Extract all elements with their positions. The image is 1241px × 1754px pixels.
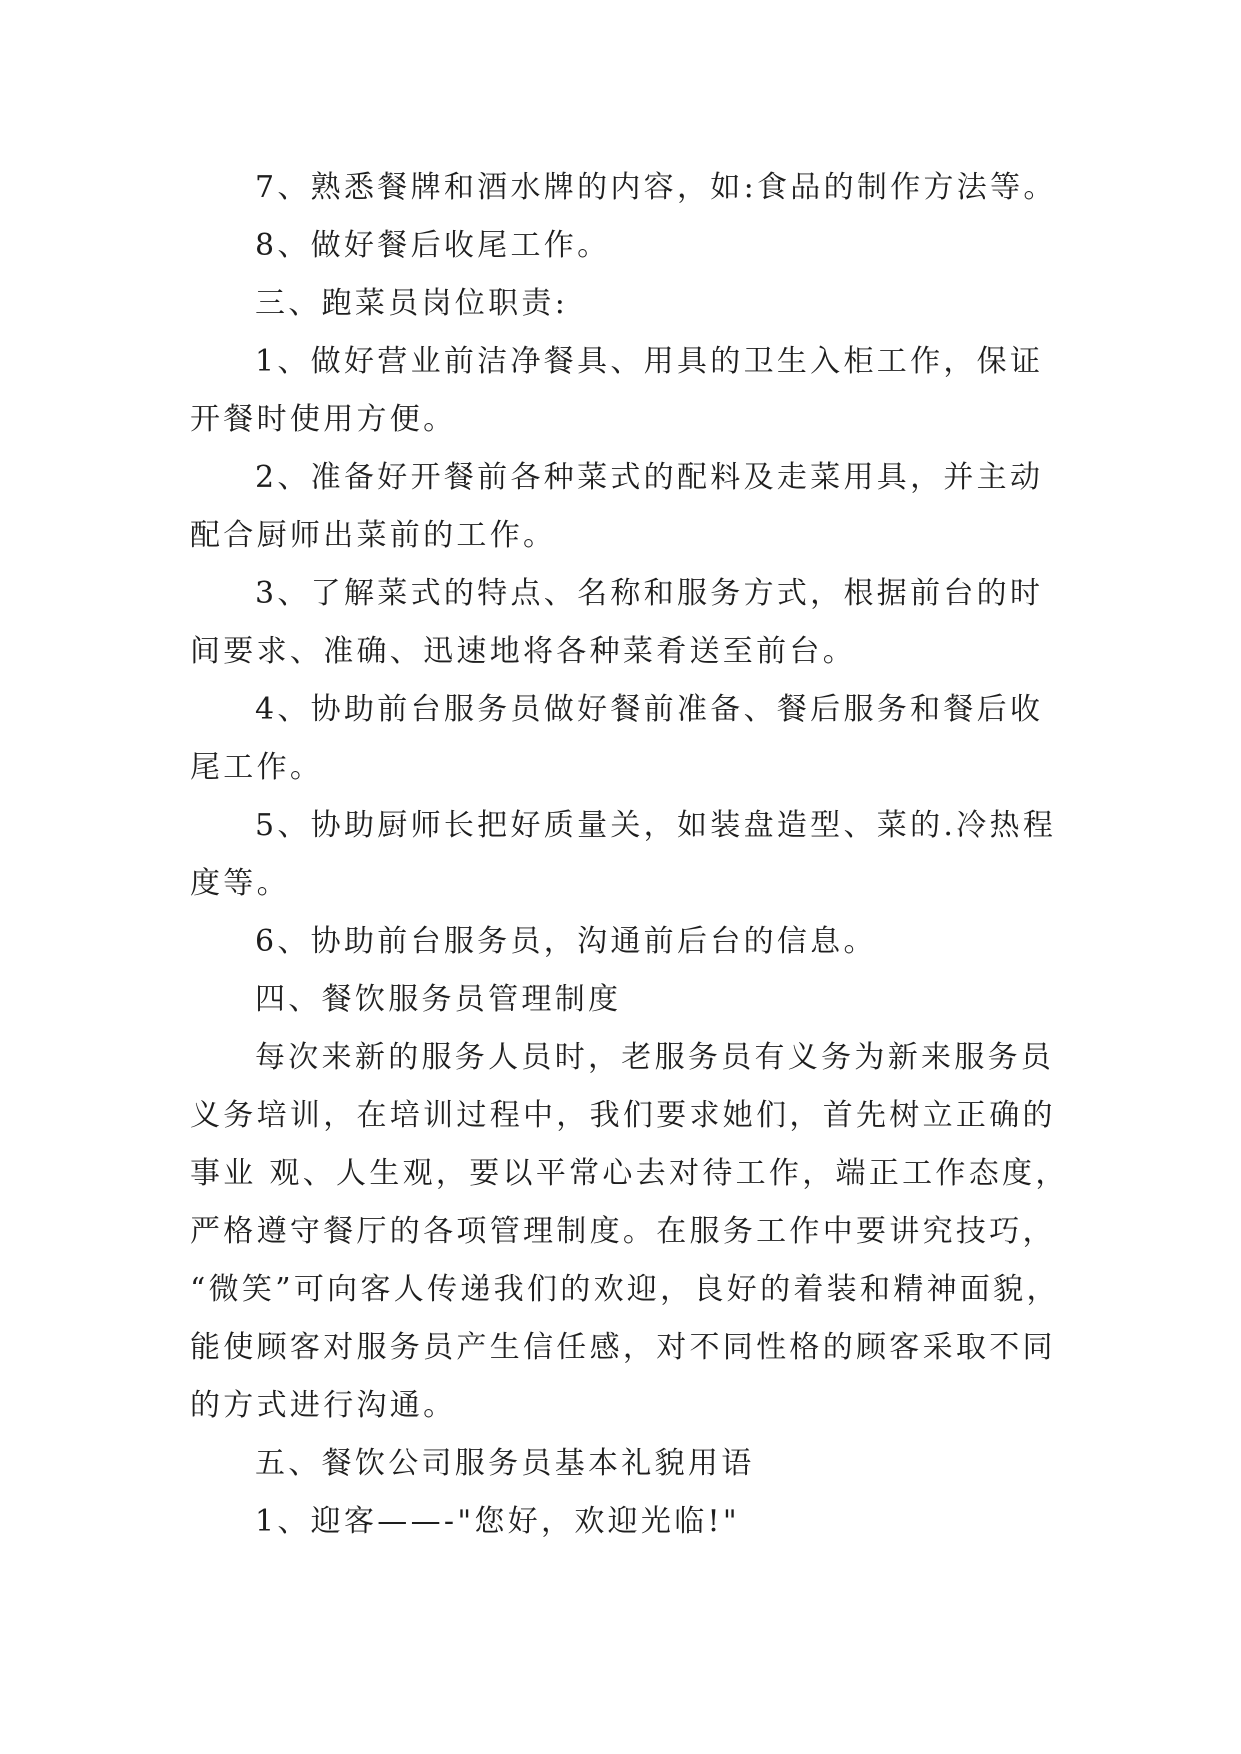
text-line: 事业 观、人生观，要以平常心去对待工作，端正工作态度， (190, 1156, 1069, 1191)
text-line: “微笑”可向客人传递我们的欢迎，良好的着装和精神面貌， (190, 1272, 1060, 1307)
text-line: 度等。 (190, 866, 290, 901)
text-line: 能使顾客对服务员产生信任感，对不同性格的顾客采取不同 (190, 1330, 1056, 1365)
text-line: 开餐时使用方便。 (190, 402, 457, 437)
text-line: 1、做好营业前洁净餐具、用具的卫生入柜工作，保证 (255, 344, 1044, 379)
text-line: 2、准备好开餐前各种菜式的配料及走菜用具，并主动 (255, 460, 1044, 495)
text-line: 尾工作。 (190, 750, 324, 785)
text-line: 的方式进行沟通。 (190, 1388, 457, 1423)
text-line: 7、熟悉餐牌和酒水牌的内容，如:食品的制作方法等。 (255, 170, 1057, 205)
text-line: 6、协助前台服务员，沟通前后台的信息。 (255, 924, 877, 959)
section-heading: 三、跑菜员岗位职责: (255, 286, 569, 321)
section-heading: 五、餐饮公司服务员基本礼貌用语 (255, 1446, 755, 1481)
section-heading: 四、餐饮服务员管理制度 (255, 982, 622, 1017)
text-line: 8、做好餐后收尾工作。 (255, 228, 611, 263)
text-line: 配合厨师出菜前的工作。 (190, 518, 557, 553)
text-line: 严格遵守餐厅的各项管理制度。在服务工作中要讲究技巧， (190, 1214, 1056, 1249)
text-line: 间要求、准确、迅速地将各种菜肴送至前台。 (190, 634, 856, 669)
text-line: 义务培训，在培训过程中，我们要求她们，首先树立正确的 (190, 1098, 1056, 1133)
text-line: 1、迎客——-"您好，欢迎光临!" (255, 1504, 740, 1539)
text-line: 3、了解菜式的特点、名称和服务方式，根据前台的时 (255, 576, 1044, 611)
text-line: 每次来新的服务人员时，老服务员有义务为新来服务员 (255, 1040, 1055, 1075)
text-line: 5、协助厨师长把好质量关，如装盘造型、菜的.冷热程 (255, 808, 1057, 843)
text-line: 4、协助前台服务员做好餐前准备、餐后服务和餐后收 (255, 692, 1044, 727)
